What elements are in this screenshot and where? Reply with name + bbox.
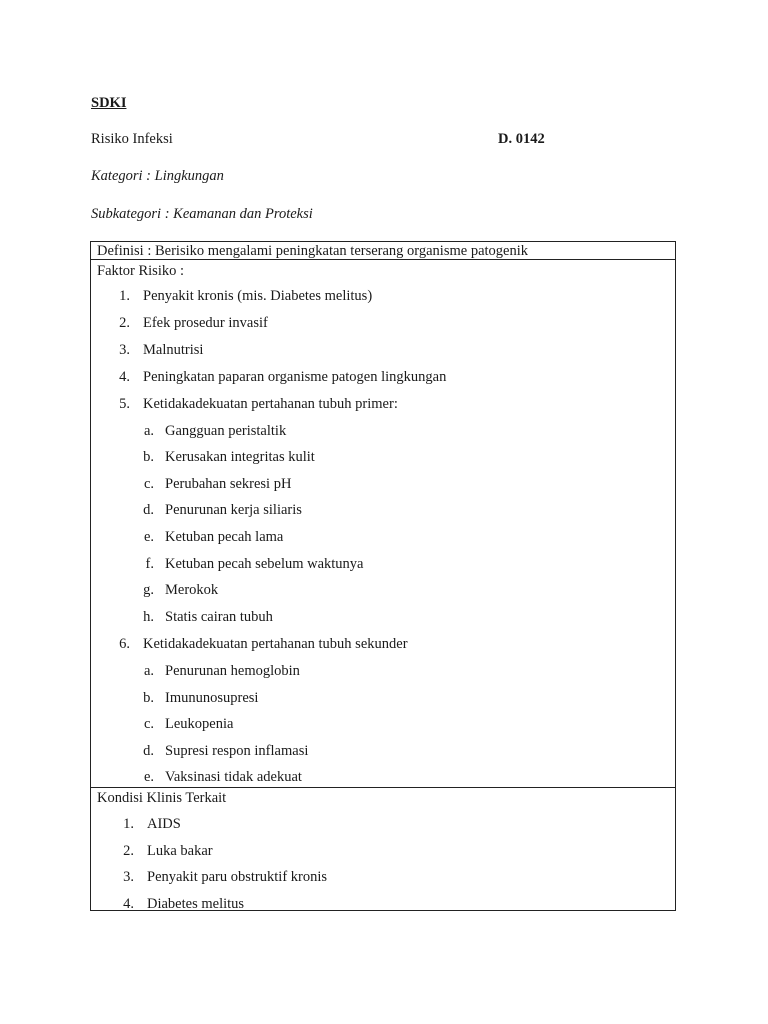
sub-list-item: Ketuban pecah lama — [165, 529, 284, 545]
list-item-number: 2. — [123, 843, 134, 859]
list-item: Penyakit paru obstruktif kronis — [147, 869, 328, 885]
sub-item-letter: g. — [143, 582, 154, 598]
sub-list-item: Merokok — [165, 582, 219, 598]
list-item: Ketidakadekuatan pertahanan tubuh sekunder — [143, 636, 408, 652]
list-item-number: 3. — [123, 869, 134, 885]
sub-item-letter: e. — [143, 529, 154, 545]
sub-list-item: Penurunan kerja siliaris — [165, 502, 302, 518]
sub-list-item: Perubahan sekresi pH — [165, 476, 292, 492]
sub-item-letter: b. — [143, 690, 154, 706]
sub-item-letter: a. — [143, 663, 154, 679]
list-item-number: 1. — [119, 288, 130, 304]
sub-list-item: Ketuban pecah sebelum waktunya — [165, 556, 364, 572]
list-item-number: 6. — [119, 636, 130, 652]
diagnosis-name: Risiko Infeksi — [91, 131, 173, 147]
sub-list-item: Supresi respon inflamasi — [165, 743, 309, 759]
sub-list-item: Penurunan hemoglobin — [165, 663, 300, 679]
list-item-number: 2. — [119, 315, 130, 331]
subkategori-label: Subkategori : Keamanan dan Proteksi — [91, 206, 313, 222]
kondisi-klinis-title: Kondisi Klinis Terkait — [97, 790, 227, 806]
sub-item-letter: h. — [143, 609, 154, 625]
list-item: Peningkatan paparan organisme patogen lingkungan — [143, 369, 447, 385]
sub-item-letter: e. — [143, 769, 154, 785]
sub-list-item: Imununosupresi — [165, 690, 259, 706]
sub-item-letter: a. — [143, 423, 154, 439]
table-row-divider — [90, 787, 676, 788]
definisi-text: Definisi : Berisiko mengalami peningkatan terserang organisme patogenik — [97, 243, 528, 259]
sub-item-letter: c. — [143, 476, 154, 492]
faktor-risiko-title: Faktor Risiko : — [97, 263, 185, 279]
sub-list-item: Gangguan peristaltik — [165, 423, 287, 439]
diagnosis-code: D. 0142 — [498, 131, 545, 147]
list-item: Penyakit kronis (mis. Diabetes melitus) — [143, 288, 373, 304]
list-item: Diabetes melitus — [147, 896, 245, 912]
sub-item-letter: f. — [145, 556, 154, 572]
list-item: Luka bakar — [147, 843, 213, 859]
list-item: Ketidakadekuatan pertahanan tubuh primer: — [143, 396, 398, 412]
sub-list-item: Kerusakan integritas kulit — [165, 449, 315, 465]
list-item-number: 4. — [123, 896, 134, 912]
list-item-number: 5. — [119, 396, 130, 412]
document-heading: SDKI — [91, 95, 127, 111]
sub-item-letter: d. — [143, 743, 154, 759]
sub-list-item: Leukopenia — [165, 716, 234, 732]
sub-list-item: Vaksinasi tidak adekuat — [165, 769, 302, 785]
sub-item-letter: c. — [143, 716, 154, 732]
sub-item-letter: b. — [143, 449, 154, 465]
sub-item-letter: d. — [143, 502, 154, 518]
list-item: Malnutrisi — [143, 342, 204, 358]
list-item-number: 1. — [123, 816, 134, 832]
sub-list-item: Statis cairan tubuh — [165, 609, 273, 625]
list-item: AIDS — [147, 816, 181, 832]
kategori-label: Kategori : Lingkungan — [91, 168, 224, 184]
list-item-number: 3. — [119, 342, 130, 358]
list-item: Efek prosedur invasif — [143, 315, 268, 331]
list-item-number: 4. — [119, 369, 130, 385]
